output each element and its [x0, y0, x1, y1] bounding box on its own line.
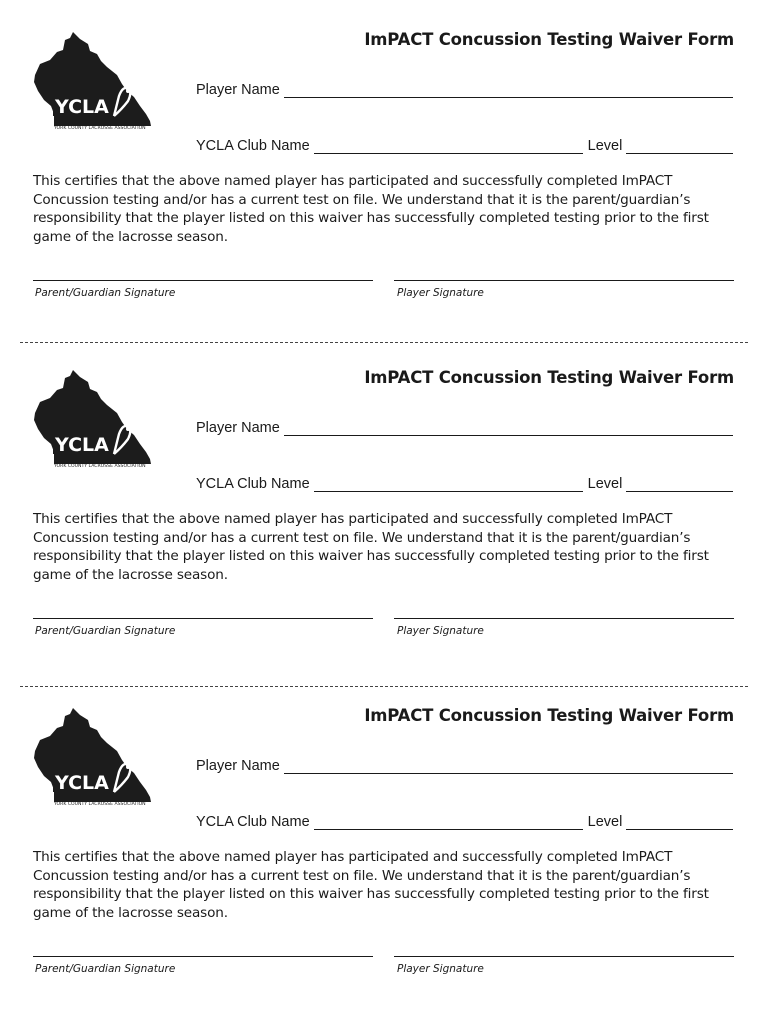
- parent-signature-label: Parent/Guardian Signature: [35, 287, 176, 299]
- club-name-label: YCLA Club Name: [196, 476, 310, 492]
- club-name-label: YCLA Club Name: [196, 814, 310, 830]
- player-signature-label: Player Signature: [397, 287, 484, 299]
- club-name-field[interactable]: [314, 141, 583, 154]
- cut-line-1: [20, 342, 748, 343]
- player-signature-label: Player Signature: [397, 625, 484, 637]
- level-label: Level: [587, 138, 623, 154]
- player-signature-line[interactable]: [394, 618, 734, 619]
- logo-text: YCLA: [55, 434, 109, 456]
- form-title: ImPACT Concussion Testing Waiver Form: [364, 30, 734, 49]
- waiver-form-3: [0, 706, 770, 1026]
- player-name-row: [196, 82, 733, 98]
- player-name-field[interactable]: [284, 761, 733, 774]
- player-name-row: [196, 758, 733, 774]
- club-level-row: [196, 814, 733, 830]
- logo-subtext: YORK COUNTY LACROSSE ASSOCIATION: [54, 126, 146, 130]
- parent-signature-line[interactable]: [33, 280, 373, 281]
- club-name-label: YCLA Club Name: [196, 138, 310, 154]
- certification-text: This certifies that the above named player has participated and successfully completed ImPACT Concussion testing and/or has a current test on file. We understand that it is the parent/guardian’s responsibility that the player listed on this waiver has successfully completed testing prior to the first game of the lacrosse season.: [33, 849, 709, 921]
- level-field[interactable]: [626, 479, 733, 492]
- level-label: Level: [587, 814, 623, 830]
- player-signature-line[interactable]: [394, 956, 734, 957]
- ycla-logo: [30, 706, 155, 806]
- player-signature-label: Player Signature: [397, 963, 484, 975]
- club-name-field[interactable]: [314, 479, 583, 492]
- parent-signature-label: Parent/Guardian Signature: [35, 963, 176, 975]
- ycla-logo: [30, 30, 155, 130]
- logo-subtext: YORK COUNTY LACROSSE ASSOCIATION: [54, 464, 146, 468]
- player-name-field[interactable]: [284, 85, 733, 98]
- form-title: ImPACT Concussion Testing Waiver Form: [364, 368, 734, 387]
- player-name-row: [196, 420, 733, 436]
- certification-text: This certifies that the above named player has participated and successfully completed ImPACT Concussion testing and/or has a current test on file. We understand that it is the parent/guardian’s responsibility that the player listed on this waiver has successfully completed testing prior to the first game of the lacrosse season.: [33, 511, 709, 583]
- player-name-label: Player Name: [196, 758, 280, 774]
- player-name-label: Player Name: [196, 82, 280, 98]
- logo-text: YCLA: [55, 772, 109, 794]
- waiver-form-2: [0, 368, 770, 688]
- cut-line-2: [20, 686, 748, 687]
- parent-signature-line[interactable]: [33, 956, 373, 957]
- form-title: ImPACT Concussion Testing Waiver Form: [364, 706, 734, 725]
- club-level-row: [196, 138, 733, 154]
- logo-subtext: YORK COUNTY LACROSSE ASSOCIATION: [54, 802, 146, 806]
- certification-text: This certifies that the above named player has participated and successfully completed ImPACT Concussion testing and/or has a current test on file. We understand that it is the parent/guardian’s responsibility that the player listed on this waiver has successfully completed testing prior to the first game of the lacrosse season.: [33, 173, 709, 245]
- player-name-field[interactable]: [284, 423, 733, 436]
- player-signature-line[interactable]: [394, 280, 734, 281]
- ycla-logo: [30, 368, 155, 468]
- club-level-row: [196, 476, 733, 492]
- level-field[interactable]: [626, 817, 733, 830]
- player-name-label: Player Name: [196, 420, 280, 436]
- club-name-field[interactable]: [314, 817, 583, 830]
- waiver-form-1: [0, 30, 770, 350]
- parent-signature-line[interactable]: [33, 618, 373, 619]
- logo-text: YCLA: [55, 96, 109, 118]
- level-label: Level: [587, 476, 623, 492]
- parent-signature-label: Parent/Guardian Signature: [35, 625, 176, 637]
- level-field[interactable]: [626, 141, 733, 154]
